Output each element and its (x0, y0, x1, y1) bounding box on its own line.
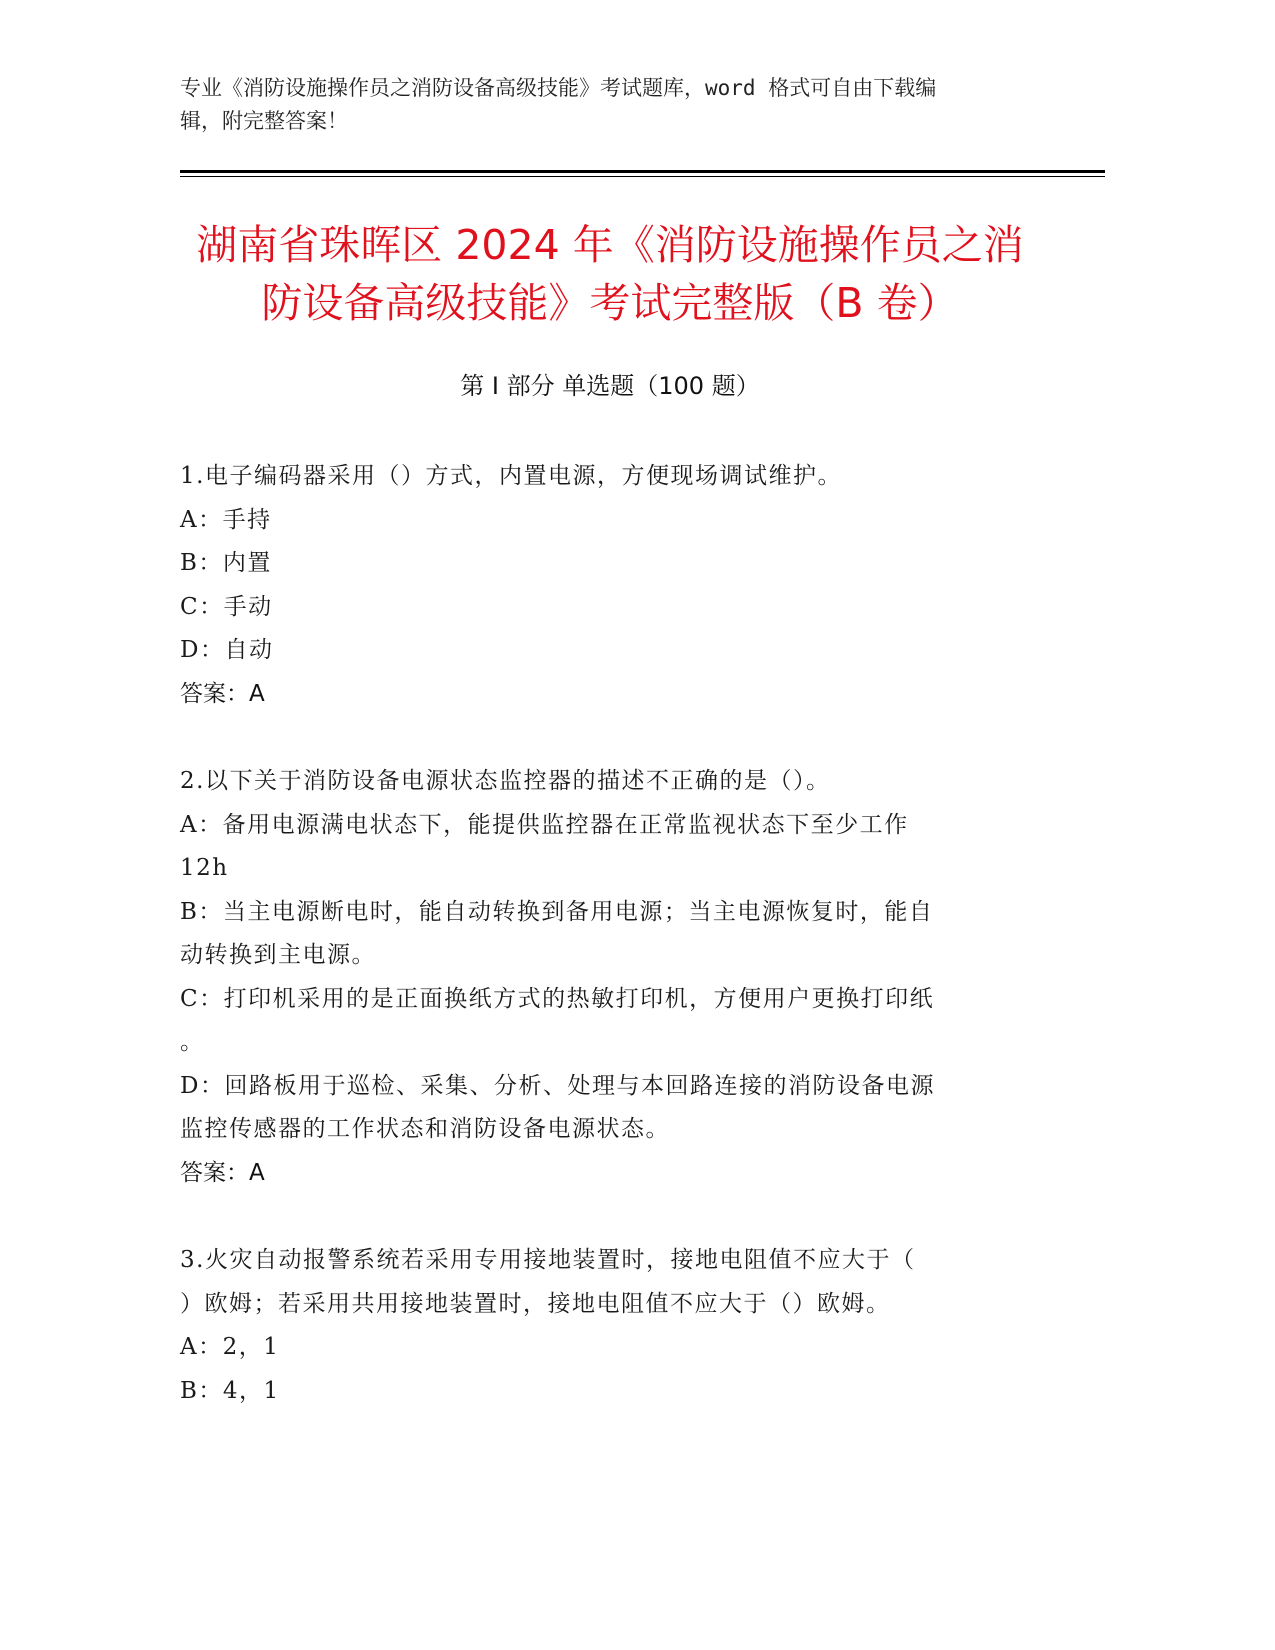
option-d: D：自动 (180, 637, 274, 663)
option-b (180, 891, 1040, 978)
option-a (180, 804, 1040, 891)
document-title-line-1: 湖南省珠晖区 2024 年《消防设施操作员之消 (196, 221, 1024, 269)
document-title-line-2: 防设备高级技能》考试完整版（B 卷） (261, 279, 959, 327)
question-stem-line-2: ）欧姆；若采用共用接地装置时，接地电阻值不应大于（）欧姆。 (180, 1290, 891, 1317)
option-b-line-2: 动转换到主电源。 (180, 942, 376, 968)
option-c-line-2: 。 (180, 1029, 205, 1055)
option-a-line-2: 12h (180, 855, 229, 881)
section-title: 第 I 部分 单选题（100 题） (460, 372, 760, 400)
question-3 (180, 1239, 1040, 1413)
option-a: A：2，1 (180, 1334, 280, 1360)
option-d (180, 1065, 1040, 1152)
question-1 (180, 455, 1040, 716)
question-list (180, 455, 1040, 1457)
option-d-line-1: D：回路板用于巡检、采集、分析、处理与本回路连接的消防设备电源 (180, 1072, 935, 1099)
question-stem-line-1: 3.火灾自动报警系统若采用专用接地装置时，接地电阻值不应大于（ (180, 1247, 916, 1273)
header-divider-thick (180, 170, 1105, 173)
option-c (180, 978, 1040, 1065)
question-stem: 1.电子编码器采用（）方式，内置电源，方便现场调试维护。 (180, 463, 842, 489)
option-b-line-1: B：当主电源断电时，能自动转换到备用电源；当主电源恢复时，能自 (180, 898, 934, 925)
header-note: 专业《消防设施操作员之消防设备高级技能》考试题库，word 格式可自由下载编 辑，附完整答案！ (180, 76, 937, 133)
option-c: C：手动 (180, 593, 273, 620)
option-b: B：内置 (180, 550, 272, 576)
answer: 答案：A (180, 1159, 265, 1186)
question-2 (180, 760, 1040, 1195)
answer: 答案：A (180, 680, 265, 707)
document-title (180, 216, 1040, 332)
option-a-line-1: A：备用电源满电状态下，能提供监控器在正常监视状态下至少工作 (180, 811, 909, 838)
header-divider-thin (180, 176, 1105, 177)
option-c-line-1: C：打印机采用的是正面换纸方式的热敏打印机，方便用户更换打印纸 (180, 985, 935, 1012)
option-d-line-2: 监控传感器的工作状态和消防设备电源状态。 (180, 1116, 670, 1142)
option-a: A：手持 (180, 506, 272, 533)
option-b: B：4，1 (180, 1377, 280, 1404)
question-stem: 2.以下关于消防设备电源状态监控器的描述不正确的是（）。 (180, 768, 831, 794)
